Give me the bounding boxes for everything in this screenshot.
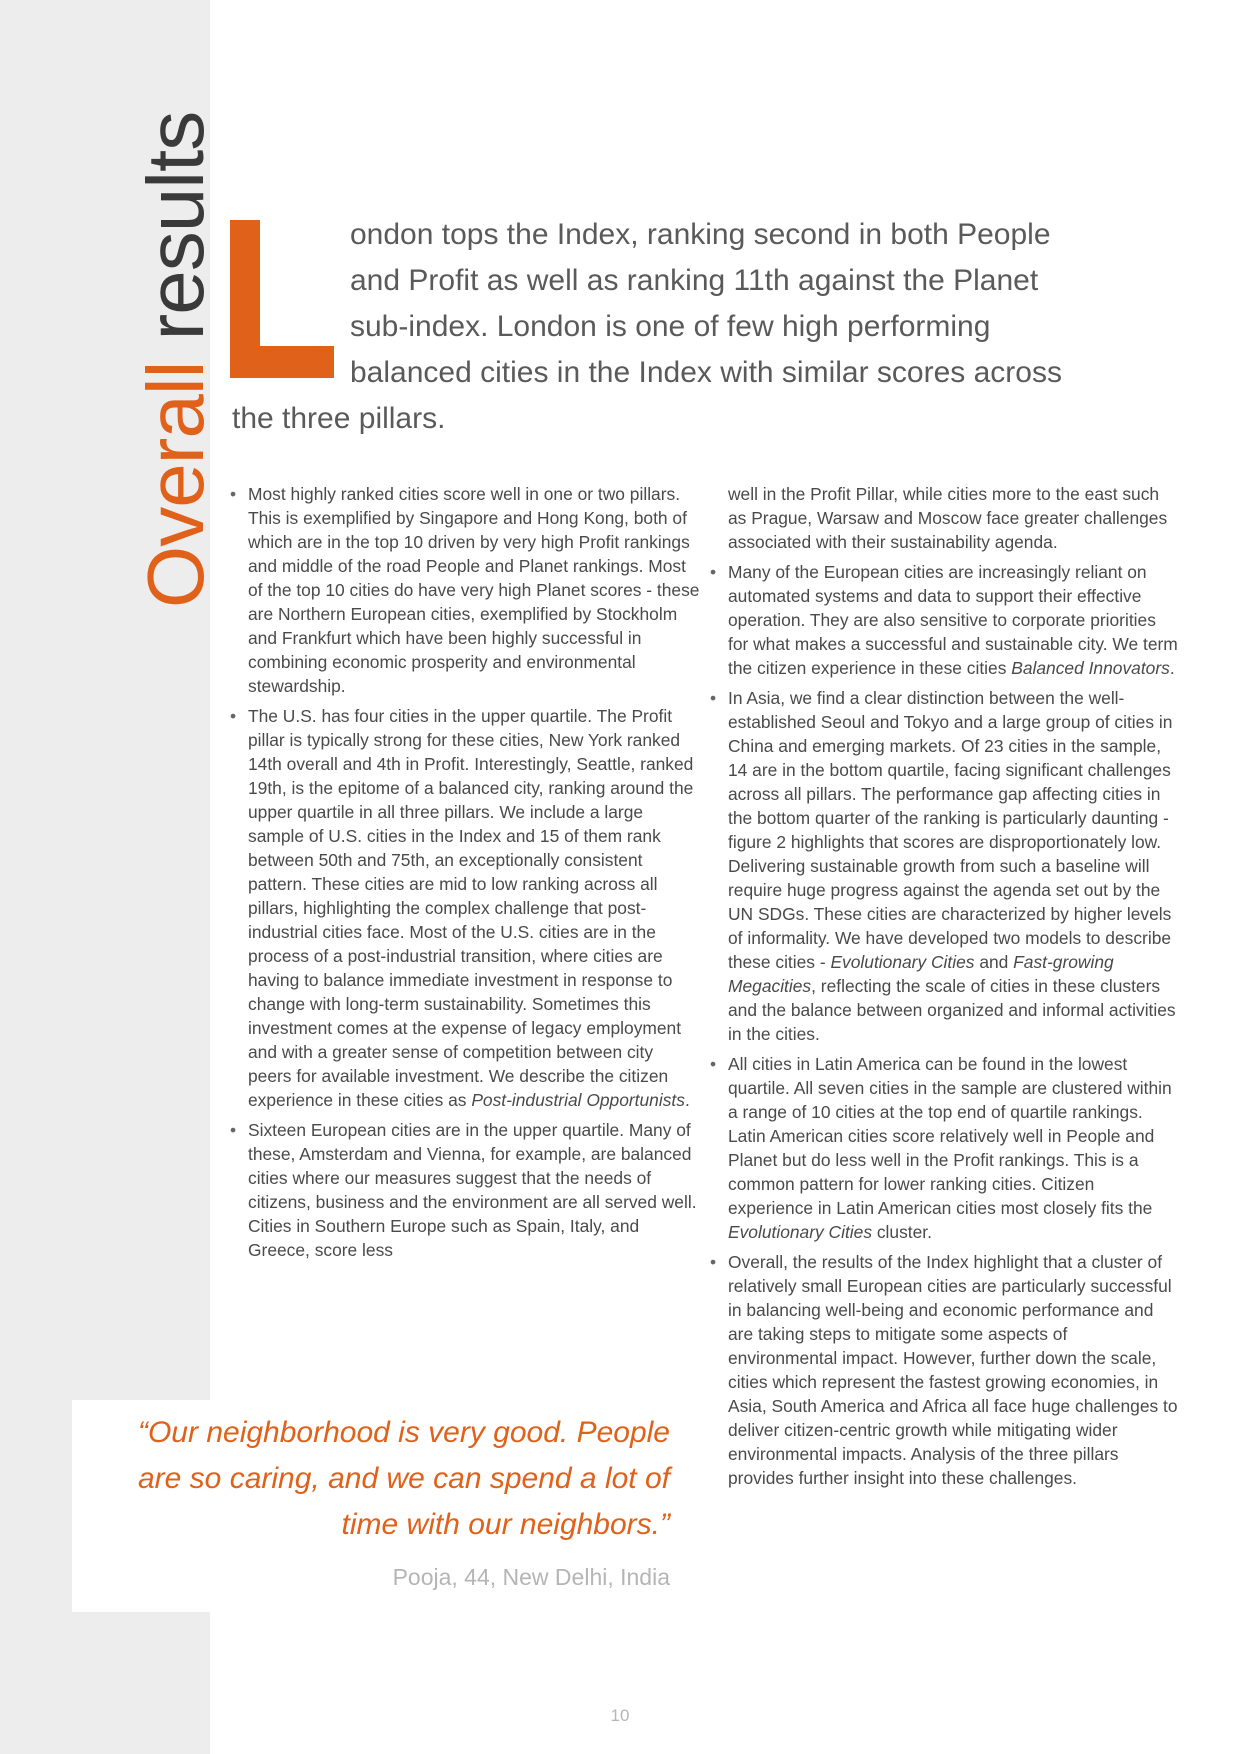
page-number: 10 xyxy=(610,1706,630,1725)
intro-line: the three pillars. xyxy=(232,402,446,435)
emphasis-term: Balanced Innovators xyxy=(1011,658,1170,678)
bullet-item xyxy=(230,1118,700,1262)
bullet-text: • Overall, the results of the Index highlight that a cluster of relatively small European cities are particularly successful in balancing well-being and economic performance and are taking steps to mitigate some aspects of environmental impact. However, further down the scale, cities which represent the fastest growing economies, in Asia, South America and Africa all face huge challenges to deliver citizen-centric growth while mitigating wider environmental impacts. Analysis of the three pillars provides further insight into these challenges. xyxy=(728,1252,1178,1488)
bullet-text-segment: . xyxy=(684,1090,690,1110)
bullet-text-segment: cluster. xyxy=(872,1222,932,1242)
bullet-text-segment: The U.S. has four cities in the upper quartile. The Profit pillar is typically strong for these cities, New York ranked 14th overall and 4th in Profit. Interestingly, Seattle, ranked 19th, is the epitome of a balanced city, ranking around the upper quartile in all three pillars. We include a large sample of U.S. cities in the Index and 15 of them rank between 50th and 75th, an exceptionally consistent pattern. These cities are mid to low ranking across all pillars, highlighting the complex challenge that post-industrial cities face. Most of the U.S. cities are in the process of a post-industrial transition, where cities are having to balance immediate investment in response to change with long-term sustainability. Sometimes this investment comes at the expense of legacy employment and with a greater sense of competition between city peers for available investment. We describe the citizen experience in these cities as xyxy=(248,706,694,1110)
bullet-text xyxy=(728,686,1180,1046)
bullet-item xyxy=(230,482,700,698)
bullet-text: • Sixteen European cities are in the upper quartile. Many of these, Amsterdam and Vienna, for example, are balanced cities where our measures suggest that the needs of citizens, business and the environment are all served well. Cities in Southern Europe such as Spain, Italy, and Greece, score less xyxy=(248,1120,697,1260)
bullet-item xyxy=(710,686,1180,1046)
bullet-text: • Most highly ranked cities score well in one or two pillars. This is exemplified by Singapore and Hong Kong, both of which are in the top 10 driven by very high Profit rankings and middle of the road People and Planet rankings. Most of the top 10 cities do have very high Planet scores - these are Northern European cities, exemplified by Stockholm and Frankfurt which have been highly successful in combining economic prosperity and environmental stewardship. xyxy=(248,484,700,696)
bullet-text xyxy=(248,704,700,1112)
bullet-text-segment: . xyxy=(1169,658,1175,678)
emphasis-term: Evolutionary Cities xyxy=(830,952,975,972)
intro-line: sub-index. London is one of few high performing xyxy=(350,310,991,343)
bullet-text xyxy=(728,560,1180,680)
left-column xyxy=(230,482,700,1268)
bullet-item xyxy=(710,560,1180,680)
section-title xyxy=(131,111,220,608)
bullet-text-segment: In Asia, we find a clear distinction between the well-established Seoul and Tokyo and a large group of cities in China and emerging markets. Of 23 cities in the sample, 14 are in the bottom quartile, facing significant challenges across all pillars. The performance gap affecting cities in the bottom quarter of the ranking is particularly daunting - figure 2 highlights that scores are disproportionately low. Delivering sustainable growth from such a baseline will require huge progress against the agenda set out by the UN SDGs. These cities are characterized by higher levels of informality. We have developed two models to describe these cities - xyxy=(728,688,1173,972)
emphasis-term: Fast-growing Megacities xyxy=(728,952,1114,996)
quote-attribution: Pooja, 44, New Delhi, India xyxy=(392,1564,670,1590)
bullet-text-segment: Many of the European cities are increasingly reliant on automated systems and data to support their effective operation. They are also sensitive to corporate priorities for what makes a successful and sustainable city. We term the citizen experience in these cities xyxy=(728,562,1178,678)
bullet-text-segment: and xyxy=(974,952,1014,972)
bullet-text xyxy=(728,1052,1180,1244)
intro-line: ondon tops the Index, ranking second in both People xyxy=(350,218,1051,251)
bullet-item xyxy=(230,704,700,1112)
bullet-item xyxy=(710,1250,1180,1490)
continued-text: well in the Profit Pillar, while cities more to the east such as Prague, Warsaw and Moscow face greater challenges associated with their sustainability agenda. xyxy=(728,484,1168,552)
pull-quote xyxy=(72,1400,704,1612)
section-title-rest: results xyxy=(131,111,220,341)
section-title-accent: Overall xyxy=(131,361,220,608)
right-column xyxy=(710,482,1180,1496)
intro-paragraph xyxy=(232,212,1092,442)
bullet-item xyxy=(710,1052,1180,1244)
emphasis-term: Post-industrial Opportunists xyxy=(471,1090,685,1110)
intro-line: and Profit as well as ranking 11th against the Planet xyxy=(350,264,1039,297)
quote-text: “Our neighborhood is very good. People are so caring, and we can spend a lot of time with our neighbors.” xyxy=(137,1416,670,1541)
emphasis-term: Evolutionary Cities xyxy=(728,1222,873,1242)
intro-line: balanced cities in the Index with similar scores across xyxy=(350,356,1062,389)
bullet-text-segment: , reflecting the scale of cities in these clusters and the balance between organized and informal activities in the cities. xyxy=(728,976,1176,1044)
bullet-text-segment: All cities in Latin America can be found in the lowest quartile. All seven cities in the sample are clustered within a range of 10 cities at the top end of quartile rankings. Latin American cities score relatively well in People and Planet but do less well in the Profit rankings. This is a common pattern for lower ranking cities. Citizen experience in Latin American cities most closely fits the xyxy=(728,1054,1172,1218)
